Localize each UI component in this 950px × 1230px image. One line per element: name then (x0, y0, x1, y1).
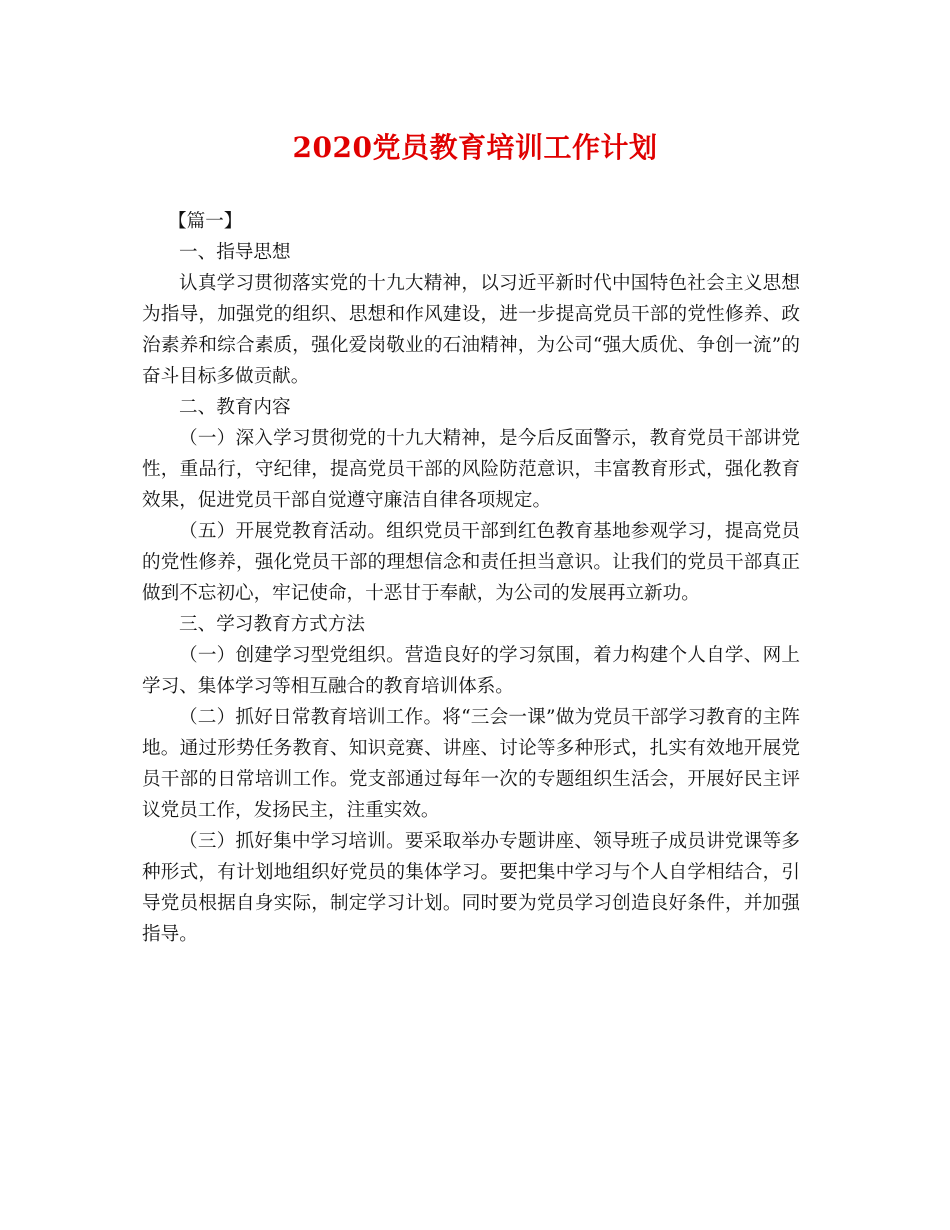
section-marker: 【篇一】 (168, 211, 243, 232)
document-body (142, 206, 800, 950)
paragraph-method-item-2: （二）抓好日常教育培训工作。将“三会一课”做为党员干部学习教育的主阵地。通过形势任务教育、知识竞赛、讲座、讨论等多种形式，扎实有效地开展党员干部的日常培训工作。党支部通过每年一次的专题组织生活会，开展好民主评议党员工作，发扬民主，注重实效。 (142, 707, 800, 821)
section-heading-methods: 三、学习教育方式方法 (179, 614, 365, 635)
paragraph-content-item-5: （五）开展党教育活动。组织党员干部到红色教育基地参观学习，提高党员的党性修养，强化党员干部的理想信念和责任担当意识。让我们的党员干部真正做到不忘初心，牢记使命，十恶甘于奉献，为公司的发展再立新功。 (142, 521, 800, 604)
paragraph-method-item-1: （一）创建学习型党组织。营造良好的学习氛围，着力构建个人自学、网上学习、集体学习等相互融合的教育培训体系。 (142, 645, 800, 697)
section-heading-guiding-ideology: 一、指导思想 (179, 242, 291, 263)
document-title: 2020党员教育培训工作计划 (292, 131, 658, 164)
paragraph-content-item-1: （一）深入学习贯彻党的十九大精神，是今后反面警示，教育党员干部讲党性，重品行，守纪律，提高党员干部的风险防范意识，丰富教育形式，强化教育效果，促进党员干部自觉遵守廉洁自律各项规定。 (142, 428, 800, 511)
paragraph-guiding-ideology: 认真学习贯彻落实党的十九大精神，以习近平新时代中国特色社会主义思想为指导，加强党的组织、思想和作风建设，进一步提高党员干部的党性修养、政治素养和综合素质，强化爱岗敬业的石油精神，为公司“强大质优、争创一流”的奋斗目标多做贡献。 (142, 273, 800, 387)
section-heading-education-content: 二、教育内容 (179, 397, 291, 418)
paragraph-method-item-3: （三）抓好集中学习培训。要采取举办专题讲座、领导班子成员讲党课等多种形式，有计划地组织好党员的集体学习。要把集中学习与个人自学相结合，引导党员根据自身实际，制定学习计划。同时要为党员学习创造良好条件，并加强指导。 (142, 831, 800, 945)
